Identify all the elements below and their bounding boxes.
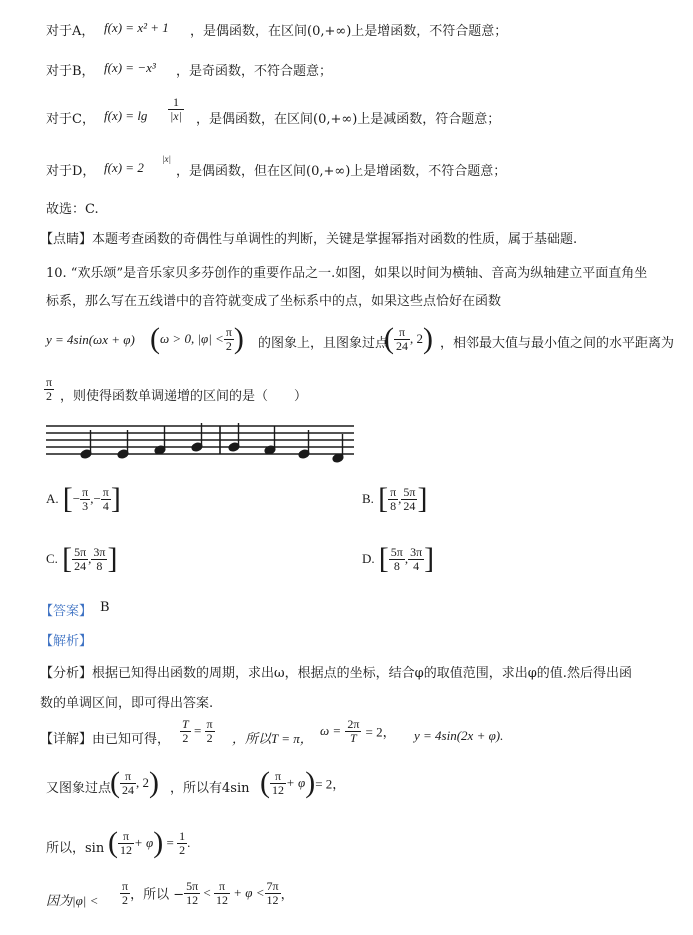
options-row-1 (0, 482, 693, 526)
pass-d2: 12 (272, 782, 284, 797)
option-b[interactable]: B. [ $\frac{\pi}{8}$ , $\frac{5\pi}{24}$ ] (362, 482, 428, 515)
option-a-label: A. (46, 491, 59, 506)
option-a-lden: 3 (82, 498, 89, 513)
detail-pi: π (206, 717, 213, 731)
detail-period: ，所以T = π， (232, 731, 313, 746)
because-n3: 7π (266, 879, 279, 893)
because-expr: $\frac{\pi}{2}$ ，所以 − $\frac{5\pi}{12}$ < $\frac{\pi}{12}$ + φ < $\frac{7\pi}{12}$ ， (122, 879, 294, 907)
because-plus: + φ < (233, 885, 265, 901)
detail-2pi: 2π (347, 717, 360, 731)
answer-tag: 【答案】 (40, 604, 93, 619)
so-intro: 所以，sin (46, 841, 105, 856)
so-eq-den: 2 (179, 842, 186, 857)
option-d-label: D. (362, 551, 375, 566)
a-function: f(x) = x² + 1 (104, 20, 169, 35)
option-b-lden: 8 (390, 498, 397, 513)
option-c-lden: 24 (74, 558, 87, 573)
a-intro: 对于A， (46, 24, 95, 39)
because-num: π (122, 879, 129, 893)
option-a-rsign: − (93, 491, 101, 506)
option-d[interactable]: D. [ $\frac{5\pi}{8}$ , $\frac{3\pi}{4}$ ] (362, 542, 435, 575)
fenxi-text: 【分析】根据已知得出函数的周期，求出ω，根据点的坐标，结合φ的取值范围，求出φ的值.然后得出函 (40, 666, 632, 681)
q10-text-2: 标系，那么写在五线谱中的音符就变成了坐标系中的点，如果这些点恰好在函数 (46, 294, 502, 309)
detail-omega-label: ω = (320, 723, 342, 739)
detail-T: T (350, 730, 357, 745)
q10-point: ( $\frac{\pi}{24}$ , 2) (384, 322, 433, 355)
c-frac-num: 1 (168, 96, 184, 110)
pass-den: 24 (122, 782, 134, 797)
q10-mid: 的图象上，且图象过点 (258, 336, 389, 351)
pass-n2: π (270, 770, 286, 784)
analysis-tag: 【解析】 (40, 634, 93, 649)
q10-line4 (0, 376, 693, 412)
detail-two-b: 2 (206, 730, 213, 745)
detail-eq2: = 2， (365, 724, 396, 740)
d-description: ，是偶函数，但在区间(0,+∞)上是增函数，不符合题意； (176, 164, 507, 179)
option-a-lsign: − (72, 491, 81, 506)
option-b-label: B. (362, 491, 374, 506)
pass-y: , 2 (136, 775, 149, 790)
because-d1: 12 (186, 892, 199, 907)
q10-pt-den: 24 (396, 338, 408, 353)
option-b-lnum: π (390, 484, 397, 499)
pass-num: π (120, 770, 136, 784)
detail-eq1: $\frac{T}{2}$ = $\frac{\pi}{2}$ (182, 717, 213, 745)
detail-line (0, 718, 693, 758)
q10-half (44, 376, 54, 402)
detail-omega (320, 718, 396, 744)
q10-cond-num: π (225, 324, 232, 339)
choice-text: 故选：C. (46, 202, 99, 217)
option-a-rnum: π (102, 484, 109, 499)
option-c[interactable]: C. [ $\frac{5\pi}{24}$ , $\frac{3\pi}{8}$ ] (46, 542, 118, 575)
because-intro: 因为|φ| < (46, 893, 99, 908)
d-exponent: |x| (162, 154, 171, 164)
because-d2: 12 (216, 892, 228, 907)
c-fraction (168, 96, 184, 122)
option-c-rnum: 3π (93, 544, 106, 559)
q10-condition: (ω > 0, |φ| < $\frac{\pi}{2}$ ) (150, 322, 244, 355)
pass-intro: 又图象过点 (46, 781, 112, 796)
pass-line (0, 766, 693, 808)
c-frac-den: |x| (170, 108, 182, 123)
q10-cond-den: 2 (225, 338, 232, 353)
q10-function: y = 4sin(ωx + φ) (46, 332, 135, 347)
options-row-2 (0, 542, 693, 586)
because-d3: 12 (266, 892, 279, 907)
option-a-rden: 4 (102, 498, 109, 513)
detail-function: y = 4sin(2x + φ). (414, 728, 504, 743)
b-function: f(x) = −x³ (104, 60, 156, 75)
pass-expr: ( $\frac{\pi}{12}$ + φ)= 2， (260, 766, 346, 799)
b-description: ，是奇函数，不符合题意； (176, 64, 333, 79)
c-description: ，是偶函数，在区间(0,+∞)上是减函数，符合题意； (196, 112, 501, 127)
q10-tail: ，相邻最大值与最小值之间的水平距离为 (440, 336, 675, 351)
q10-half-den: 2 (46, 388, 53, 403)
detail-t: T (182, 717, 189, 731)
q10-text-1: 10. “欢乐颂”是音乐家贝多芬创作的重要作品之一.如图，如果以时间为横轴、音高为纵轴建立平面直角坐 (46, 266, 648, 281)
q10-cond-text: ω > 0, |φ| < (160, 331, 224, 346)
option-d-lnum: 5π (390, 544, 403, 559)
option-b-rden: 24 (403, 498, 416, 513)
q10-pt-num: π (394, 326, 410, 340)
option-c-label: C. (46, 551, 58, 566)
because-line (0, 880, 693, 922)
fenxi-text-2: 数的单调区间，即可得出答案. (40, 696, 214, 711)
answer-value: B (100, 600, 110, 615)
pass-tail: + φ (286, 775, 306, 790)
b-intro: 对于B， (46, 64, 95, 79)
comment-text: 【点睛】本题考查函数的奇偶性与单调性的判断，关键是掌握幂指对函数的性质，属于基础题. (40, 232, 578, 247)
because-n1: 5π (186, 879, 199, 893)
pass-mid: ，所以有4sin (170, 781, 250, 796)
option-a[interactable]: A. [− $\frac{\pi}{3}$ ,− $\frac{\pi}{4}$ ] (46, 482, 121, 515)
so-tail: + φ (134, 835, 154, 850)
option-c-rden: 8 (96, 558, 103, 573)
c-intro: 对于C， (46, 112, 95, 127)
because-mid: ，所以 − (130, 887, 185, 903)
option-c-lnum: 5π (74, 544, 87, 559)
so-line (0, 826, 693, 868)
d-function: f(x) = 2 (104, 160, 144, 175)
option-b-rnum: 5π (403, 484, 416, 499)
music-staff-figure (46, 418, 356, 464)
option-d-rnum: 3π (410, 544, 423, 559)
q10-pt-y: , 2 (410, 331, 423, 346)
pass-eq: = 2， (315, 776, 346, 792)
because-n2: π (214, 880, 230, 894)
so-expr: ( $\frac{\pi}{12}$ + φ) = $\frac{1}{2}$ . (108, 826, 191, 859)
d-intro: 对于D， (46, 164, 96, 179)
option-d-lden: 8 (393, 558, 400, 573)
c-function: f(x) = lg (104, 108, 148, 123)
option-a-lnum: π (82, 484, 89, 499)
q10-half-num: π (46, 375, 53, 389)
so-den: 12 (120, 842, 132, 857)
so-num: π (118, 830, 134, 844)
detail-intro: 【详解】由已知可得， (40, 732, 171, 747)
a-description: ，是偶函数，在区间(0,+∞)上是增函数，不符合题意； (190, 24, 508, 39)
pass-point: ( $\frac{\pi}{24}$ , 2) (110, 766, 159, 799)
q10-line3 (0, 322, 693, 362)
q10-ask: ，则使得函数单调递增的区间的是（ ） (60, 389, 308, 404)
so-eq-num: 1 (179, 828, 186, 843)
detail-two: 2 (182, 730, 189, 745)
option-d-rden: 4 (413, 558, 420, 573)
because-den: 2 (122, 892, 129, 907)
line-option-c (0, 96, 693, 140)
